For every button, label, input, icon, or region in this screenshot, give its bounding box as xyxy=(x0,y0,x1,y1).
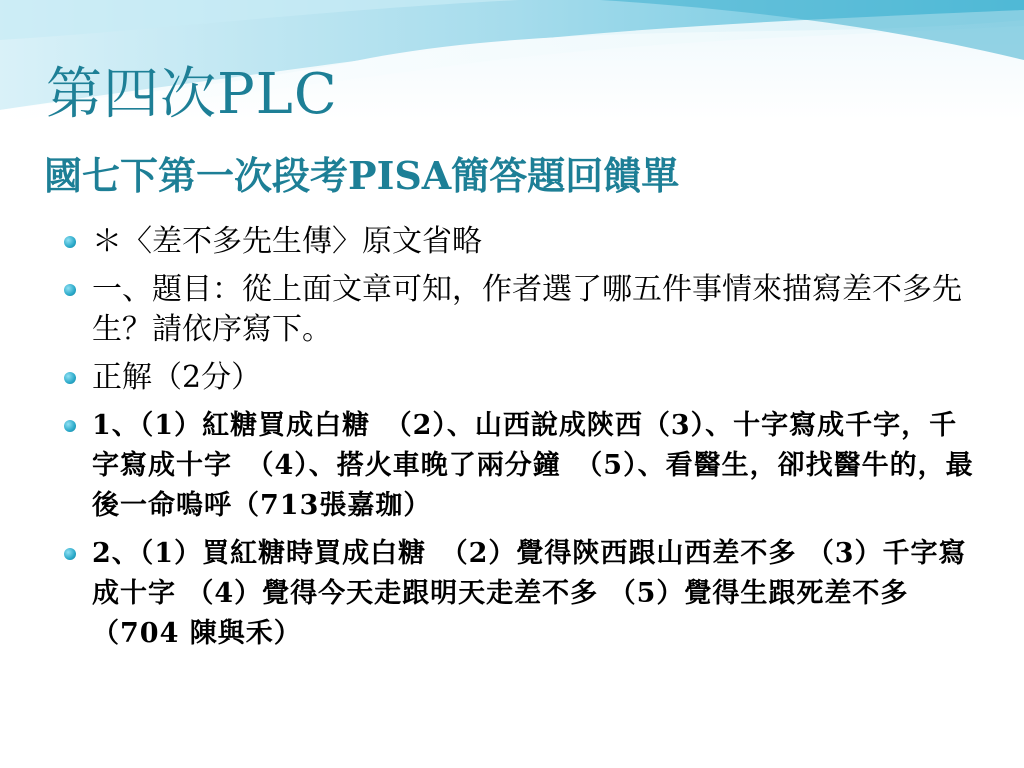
bullet-text: 1、（1）紅糖買成白糖 （2）、山西說成陝西（3）、十字寫成千字，千 字寫成十字 （4）、搭火車晚了兩分鐘 （5）、看醫生，卻找醫牛的，最後一命嗚呼（713張嘉珈） xyxy=(92,410,986,521)
bullet-list xyxy=(62,222,986,662)
bullet-icon xyxy=(64,548,76,560)
bullet-icon xyxy=(64,372,76,384)
bullet-item-answer-1 xyxy=(62,406,986,526)
bullet-text: 2、（1）買紅糖時買成白糖 （2）覺得陝西跟山西差不多 （3）千字寫成十字 （4）覺得今天走跟明天走差不多 （5）覺得生跟死差不多 （704 陳與禾） xyxy=(92,538,967,649)
bullet-item-answer-score xyxy=(62,358,982,398)
bullet-icon xyxy=(64,420,76,432)
bullet-icon xyxy=(64,236,76,248)
slide-subtitle: 國七下第一次段考PISA簡答題回饋單 xyxy=(44,153,680,198)
bullet-item-omitted-text xyxy=(62,222,982,262)
slide-title: 第四次PLC xyxy=(46,62,338,127)
bullet-item-answer-2 xyxy=(62,534,982,654)
bullet-item-question xyxy=(62,270,982,350)
bullet-text: ＊〈差不多先生傳〉原文省略 xyxy=(92,224,482,259)
bullet-text: 正解（2分） xyxy=(92,360,262,395)
bullet-text: 一、題目：從上面文章可知，作者選了哪五件事情來描寫差不多先生？請依序寫下。 xyxy=(92,272,962,347)
bullet-icon xyxy=(64,284,76,296)
